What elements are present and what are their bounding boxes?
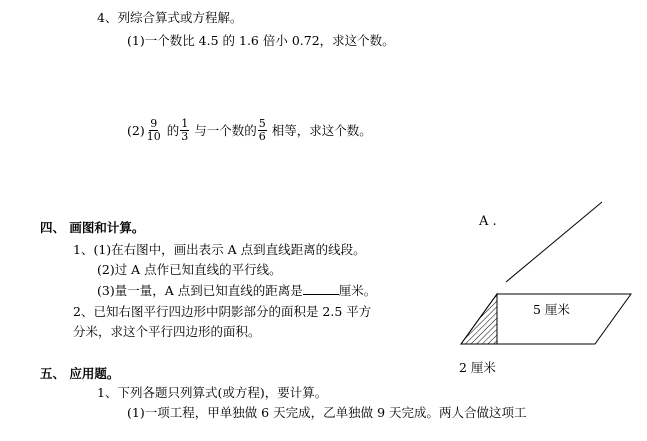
fraction-numerator: 5 xyxy=(258,117,266,130)
q4-part2-of: 的 xyxy=(166,122,180,138)
draw-q1-part2: (2)过 A 点作已知直线的平行线。 xyxy=(97,262,282,277)
point-a-label: A . xyxy=(479,214,497,229)
section-heading-draw: 四、 画图和计算。 xyxy=(40,220,145,235)
fraction-denominator: 6 xyxy=(258,130,266,143)
draw-q1-part3-prefix: (3)量一量，A 点到已知直线的距离是 xyxy=(97,283,303,298)
shaded-triangle xyxy=(461,294,497,344)
fraction-denominator: 10 xyxy=(146,130,161,143)
given-line xyxy=(506,202,602,282)
draw-q2-line1: 2、已知右图平行四边形中阴影部分的面积是 2.5 平方 xyxy=(73,304,372,319)
fraction-denominator: 3 xyxy=(181,130,189,143)
fraction-numerator: 1 xyxy=(181,117,189,130)
section-heading-apply: 五、 应用题。 xyxy=(40,366,120,381)
base-length-label: 2 厘米 xyxy=(459,360,496,375)
apply-q1: 1、下列各题只列算式(或方程)，要计算。 xyxy=(97,385,328,400)
draw-q1: 1、(1)在右图中，画出表示 A 点到直线距离的线段。 xyxy=(73,242,366,257)
q4-part2-suffix: 相等，求这个数。 xyxy=(271,122,372,138)
side-length-label: 5 厘米 xyxy=(533,302,570,317)
draw-q2-line2: 分米，求这个平行四边形的面积。 xyxy=(73,324,261,339)
q4-part2-prefix: (2) xyxy=(127,122,145,138)
q4-title: 4、列综合算式或方程解。 xyxy=(97,10,243,25)
draw-q1-part3-suffix: 厘米。 xyxy=(338,283,377,298)
fraction-numerator: 9 xyxy=(150,117,158,130)
apply-q1-part1: (1)一项工程，甲单独做 6 天完成，乙单独做 9 天完成。两人合做这项工 xyxy=(127,405,527,420)
q4-part1: (1)一个数比 4.5 的 1.6 倍小 0.72，求这个数。 xyxy=(127,33,395,48)
q4-part2-middle: 与一个数的 xyxy=(194,122,257,138)
